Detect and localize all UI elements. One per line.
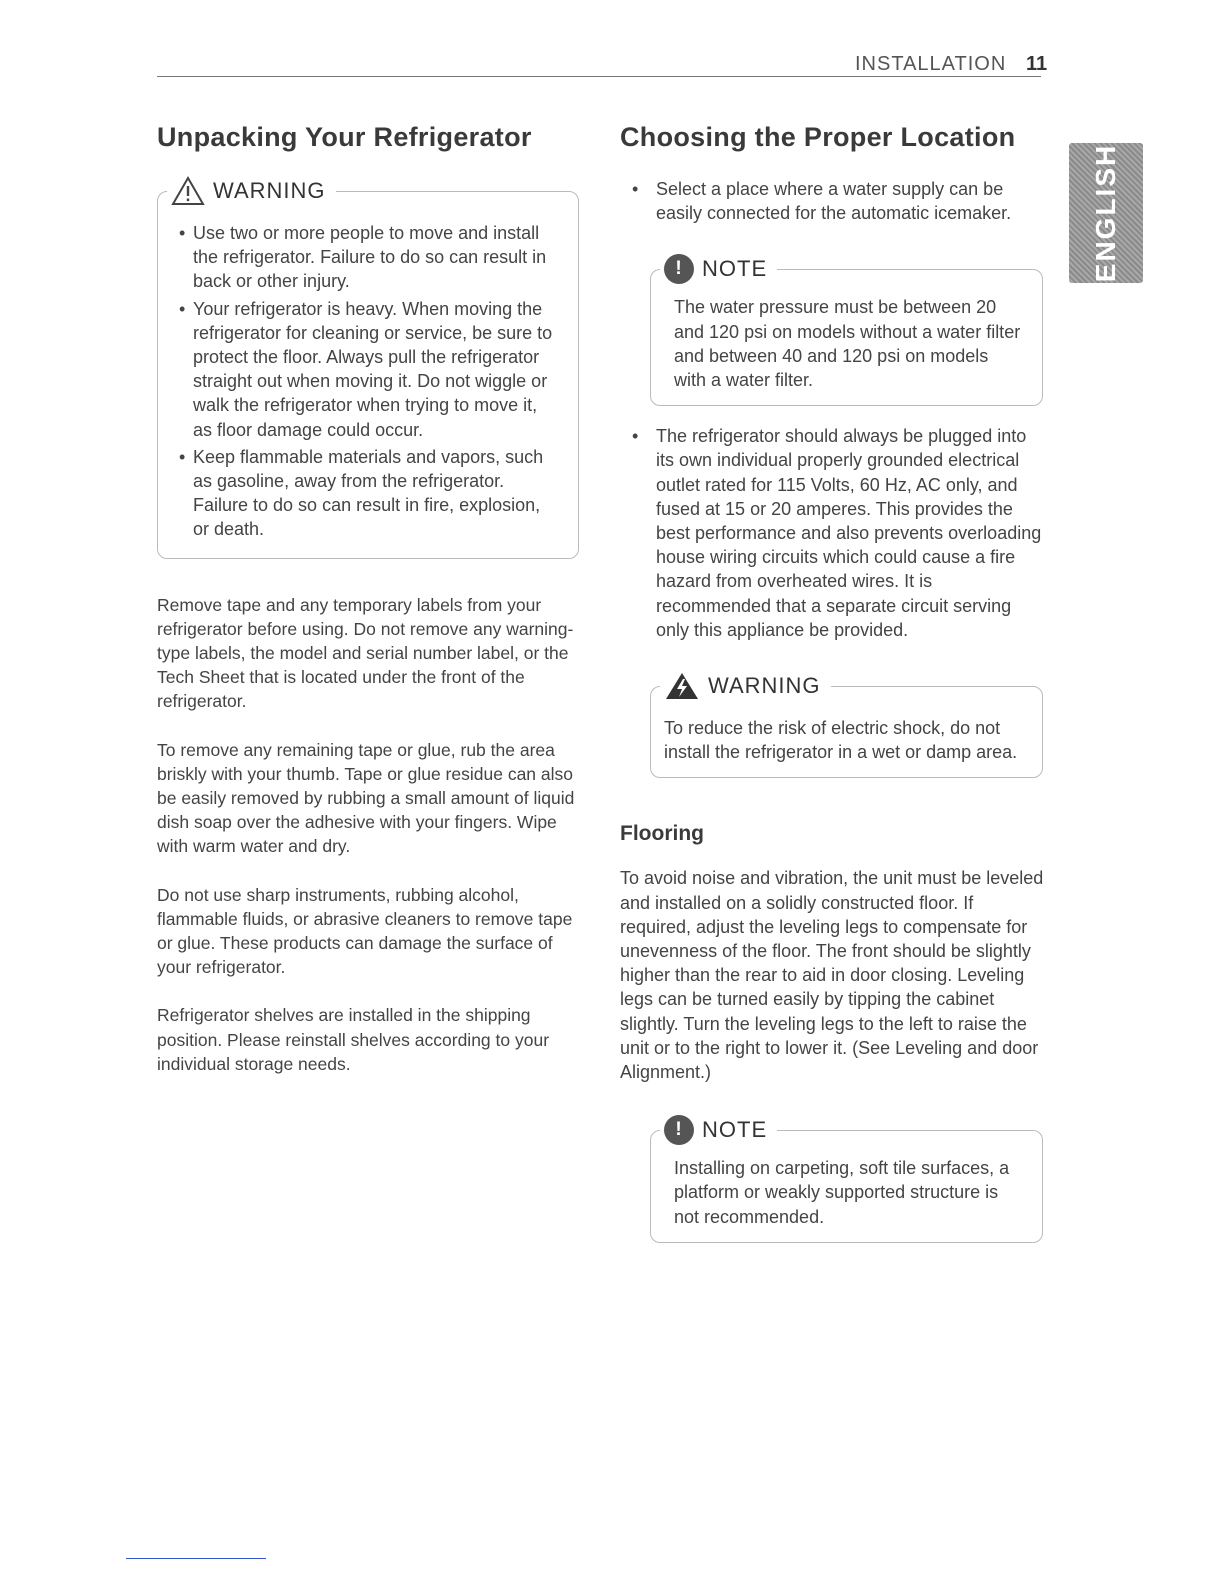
language-tab	[1069, 143, 1143, 283]
header-section-title: INSTALLATION	[855, 53, 1007, 75]
electric-shock-warning-box	[650, 670, 1043, 778]
paragraph-remove-tape: Remove tape and any temporary labels from your refrigerator before using. Do not remove any warning-type labels, the model and serial number label, or the Tech Sheet that is located under the front of the refrigerator.	[157, 594, 574, 712]
callout-body	[650, 706, 1043, 778]
callout-body	[650, 1146, 1043, 1243]
location-bullet: • The refrigerator should always be plugged into its own individual properly grounded electrical outlet rated for 115 Volts, 60 Hz, AC only, and fused at 15 or 20 amperes. This provides the best performance and also prevents overloading house wiring circuits which could cause a fire hazard from overheated wires. It is recommended that a separate circuit serving only this appliance be provided.	[620, 424, 1045, 642]
warning-item: • Keep flammable materials and vapors, such as gasoline, away from the refrigerator. Failure to do so can result in fire, explosion, or death.	[179, 445, 561, 542]
footer-line	[126, 1558, 266, 1559]
callout-title	[167, 175, 336, 207]
unpacking-heading: Unpacking Your Refrigerator	[157, 122, 532, 152]
note-exclamation-icon: !	[664, 254, 694, 284]
location-heading: Choosing the Proper Location	[620, 122, 1016, 152]
callout-body	[650, 285, 1043, 406]
location-bullet: • Select a place where a water supply can be easily connected for the automatic icemaker.	[620, 177, 1045, 225]
callout-title	[660, 670, 831, 702]
note-title: NOTE	[702, 1117, 768, 1143]
paragraph-shelves: Refrigerator shelves are installed in the shipping position. Please reinstall shelves according to your individual storage needs.	[157, 1005, 550, 1074]
note-title: NOTE	[702, 256, 768, 282]
warning-title: WARNING	[213, 178, 326, 203]
warning-item: • Use two or more people to move and install the refrigerator. Failure to do so can result in back or other injury.	[179, 221, 561, 294]
warning-triangle-icon	[171, 176, 205, 206]
warning-item: • Your refrigerator is heavy. When moving the refrigerator for cleaning or service, be sure to protect the floor. Always pull the refrigerator straight out when moving it. Do not wiggle or walk the refrigerator when trying to move it, as floor damage could occur.	[179, 297, 561, 442]
warning-title: WARNING	[708, 673, 821, 699]
paragraph-remaining-glue: To remove any remaining tape or glue, rub the area briskly with your thumb. Tape or glue residue can also be easily removed by rubbing a small amount of liquid dish soap over the adhesive with your fingers. Wipe with warm water and dry.	[157, 739, 575, 857]
flooring-note-box	[650, 1114, 1043, 1243]
header-rule	[157, 76, 1041, 77]
note-exclamation-icon: !	[664, 1115, 694, 1145]
callout-body	[157, 211, 579, 559]
warning-text: To reduce the risk of electric shock, do not install the refrigerator in a wet or damp area.	[664, 718, 1018, 763]
language-tab-label: ENGLISH	[1090, 143, 1121, 283]
water-pressure-note-box	[650, 253, 1043, 406]
location-bullets-2	[620, 424, 1045, 642]
electric-shock-warning-icon	[664, 671, 700, 701]
paragraph-no-sharp-instruments: Do not use sharp instruments, rubbing alcohol, flammable fluids, or abrasive cleaners to remove tape or glue. These products can damage the surface of your refrigerator.	[157, 884, 573, 978]
unpacking-warning-box	[157, 175, 579, 559]
note-text: The water pressure must be between 20 and 120 psi on models without a water filter and between 40 and 120 psi on models with a water filter.	[674, 297, 1021, 391]
callout-title	[660, 1114, 777, 1146]
warning-list	[179, 221, 561, 542]
left-column	[157, 122, 587, 1076]
page-number: 11	[1026, 53, 1048, 75]
flooring-heading: Flooring	[620, 822, 704, 846]
right-column	[620, 122, 1045, 1243]
flooring-paragraph: To avoid noise and vibration, the unit must be leveled and installed on a solidly constructed floor. If required, adjust the leveling legs to compensate for unevenness of the floor. The front should be slightly higher than the rear to aid in door closing. Leveling legs can be turned easily by tipping the cabinet slightly. Turn the leveling legs to the left to raise the unit or to the right to lower it. (See Leveling and door Alignment.)	[620, 868, 1044, 1083]
location-bullets-1	[620, 177, 1045, 225]
note-text: Installing on carpeting, soft tile surfaces, a platform or weakly supported structure is not recommended.	[674, 1158, 1010, 1227]
callout-title	[660, 253, 777, 285]
